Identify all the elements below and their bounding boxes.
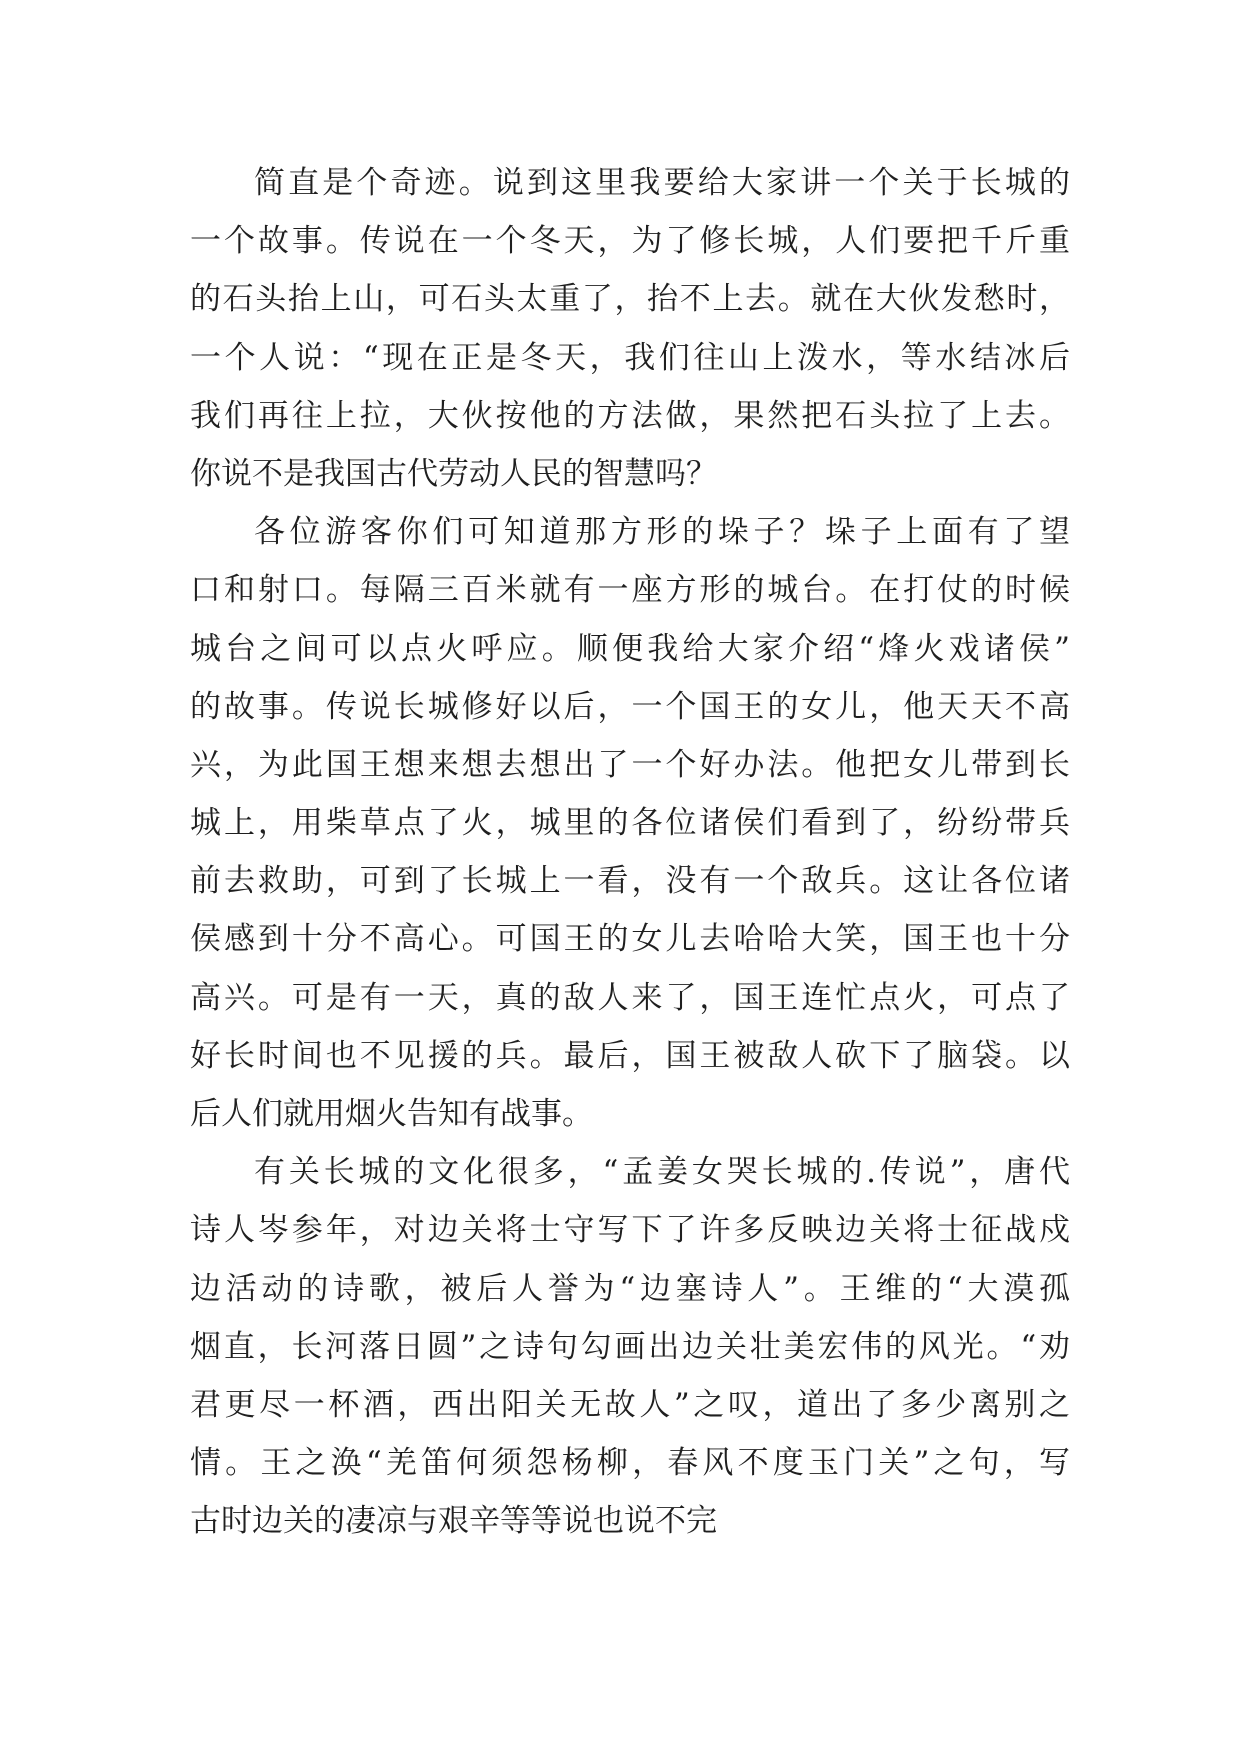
paragraph-line: 城台之间可以点火呼应。顺便我给大家介绍“烽火戏诸侯” — [190, 630, 1070, 667]
paragraph-line: 烟直，长河落日圆”之诗句勾画出边关壮美宏伟的风光。“劝 — [190, 1328, 1070, 1365]
paragraph-line: 各位游客你们可知道那方形的垛子？垛子上面有了望 — [254, 514, 1070, 551]
paragraph-line: 君更尽一杯酒，西出阳关无故人”之叹，道出了多少离别之 — [190, 1386, 1070, 1423]
paragraph-line: 高兴。可是有一天，真的敌人来了，国王连忙点火，可点了 — [190, 979, 1070, 1016]
paragraph-line: 简直是个奇迹。说到这里我要给大家讲一个关于长城的 — [254, 165, 1070, 201]
paragraph-line: 口和射口。每隔三百米就有一座方形的城台。在打仗的时候 — [190, 572, 1070, 609]
paragraph-line: 的石头抬上山，可石头太重了，抬不上去。就在大伙发愁时， — [190, 281, 1070, 318]
paragraph-3 — [190, 1143, 1070, 1550]
paragraph-line: 兴，为此国王想来想去想出了一个好办法。他把女儿带到长 — [190, 746, 1070, 783]
paragraph-line: 一个人说：“现在正是冬天，我们往山上泼水，等水结冰后 — [190, 339, 1070, 376]
paragraph-line: 我们再往上拉，大伙按他的方法做，果然把石头拉了上去。 — [190, 397, 1070, 434]
paragraph-2 — [190, 503, 1070, 1143]
paragraph-1 — [190, 154, 1070, 503]
paragraph-line: 好长时间也不见援的兵。最后，国王被敌人砍下了脑袋。以 — [190, 1037, 1070, 1074]
document-body — [190, 154, 1070, 1551]
paragraph-line: 城上，用柴草点了火，城里的各位诸侯们看到了，纷纷带兵 — [190, 805, 1070, 842]
paragraph-line: 情。王之涣“羌笛何须怨杨柳，春风不度玉门关”之句，写 — [190, 1445, 1070, 1482]
paragraph-line: 有关长城的文化很多，“孟姜女哭长城的.传说”，唐代 — [254, 1154, 1070, 1191]
paragraph-line: 后人们就用烟火告知有战事。 — [190, 1096, 593, 1132]
paragraph-line: 的故事。传说长城修好以后，一个国王的女儿，他天天不高 — [190, 688, 1070, 725]
paragraph-line: 侯感到十分不高心。可国王的女儿去哈哈大笑，国王也十分 — [190, 921, 1070, 958]
paragraph-line: 诗人岑参年，对边关将士守写下了许多反映边关将士征战戍 — [190, 1212, 1070, 1249]
paragraph-line: 一个故事。传说在一个冬天，为了修长城，人们要把千斤重 — [190, 223, 1070, 260]
paragraph-line: 你说不是我国古代劳动人民的智慧吗？ — [190, 455, 717, 492]
paragraph-line: 古时边关的凄凉与艰辛等等说也说不完 — [190, 1503, 717, 1540]
paragraph-line: 前去救助，可到了长城上一看，没有一个敌兵。这让各位诸 — [190, 863, 1070, 900]
paragraph-line: 边活动的诗歌，被后人誉为“边塞诗人”。王维的“大漠孤 — [190, 1270, 1070, 1307]
